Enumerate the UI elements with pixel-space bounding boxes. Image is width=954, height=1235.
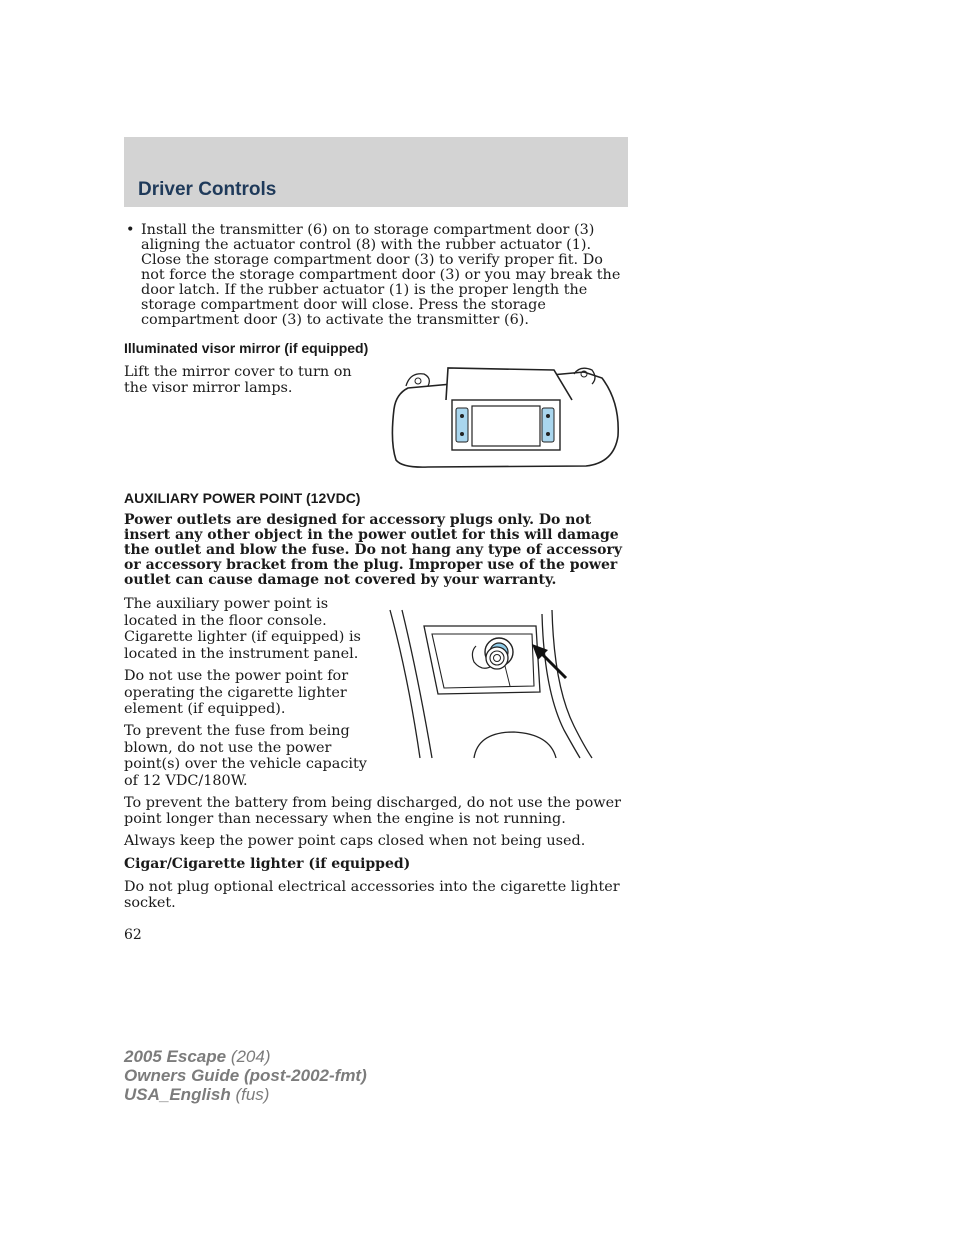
power-paragraph-4: To prevent the battery from being discharged, do not use the power point longer than necessary when the engine is not running. (124, 795, 621, 827)
storage-bin-outline (424, 626, 540, 694)
power-paragraph-2: Do not use the power point for operating the cigarette lighter element (if equipped). (124, 668, 349, 717)
bullet-item (124, 223, 628, 328)
page-number: 62 (124, 927, 142, 943)
footer-locale: USA_English (124, 1085, 231, 1104)
bullet-dot: • (126, 222, 135, 238)
console-left-edge-outer (390, 610, 420, 758)
lamp-right-dot-bottom (546, 432, 550, 436)
cupholder-arc (474, 732, 556, 758)
lamp-left (456, 408, 468, 442)
visor-mirror-illustration (388, 364, 622, 470)
hinge-screw-left (415, 378, 421, 384)
section-header (124, 137, 628, 207)
lamp-right (542, 408, 554, 442)
console-right-edge-outer (552, 610, 592, 758)
footer-line-3 (124, 1085, 367, 1104)
footer-locale-code: (fus) (230, 1085, 270, 1104)
footer-model: 2005 Escape (124, 1047, 227, 1066)
power-paragraph-5: Always keep the power point caps closed when not being used. (124, 833, 586, 849)
document-footer (124, 1047, 367, 1104)
footer-line-2 (124, 1066, 367, 1085)
lamp-left-dot-top (460, 414, 464, 418)
lighter-text: Do not plug optional electrical accessories into the cigarette lighter socket. (124, 879, 620, 911)
mirror-glass (472, 406, 540, 446)
footer-guide: Owners Guide (post-2002-fmt) (124, 1066, 367, 1085)
mirror-cover-flap (446, 368, 572, 400)
section-title: Driver Controls (138, 179, 277, 200)
lamp-left-dot-bottom (460, 432, 464, 436)
footer-line-1 (124, 1047, 367, 1066)
lighter-knob-drawn-outer (486, 647, 508, 669)
power-warning: Power outlets are designed for accessory plugs only. Do not insert any other object in the power outlet for this will damage the outlet and blow the fuse. Do not hang any type of accessory or accessory bracket from the plug. Improper use of the power outlet can cause damage not covered by your warranty. (124, 512, 623, 588)
footer-model-code: (204) (226, 1047, 271, 1066)
lamp-right-dot-top (546, 414, 550, 418)
power-point-illustration (388, 606, 600, 762)
power-paragraph-3: To prevent the fuse from being blown, do not use the power point(s) over the vehicle capacity of 12 VDC/180W. (124, 723, 367, 789)
visor-heading: Illuminated visor mirror (if equipped) (124, 340, 369, 356)
bullet-text: Install the transmitter (6) on to storage compartment door (3) aligning the actuator control (8) with the rubber actuator (1). Close the storage compartment door (3) to verify proper fit. Do not force the storage compartment door (3) or you may break the door latch. If the rubber actuator (1) is the proper length the storage compartment door will close. Press the storage compartment door (3) to activate the transmitter (6). (141, 222, 621, 328)
visor-text: Lift the mirror cover to turn on the visor mirror lamps. (124, 364, 352, 396)
lighter-heading: Cigar/Cigarette lighter (if equipped) (124, 856, 411, 872)
power-heading: AUXILIARY POWER POINT (12VDC) (124, 490, 361, 506)
power-paragraph-1: The auxiliary power point is located in the floor console. Cigarette lighter (if equipped) is located in the instrument panel. (124, 596, 361, 662)
